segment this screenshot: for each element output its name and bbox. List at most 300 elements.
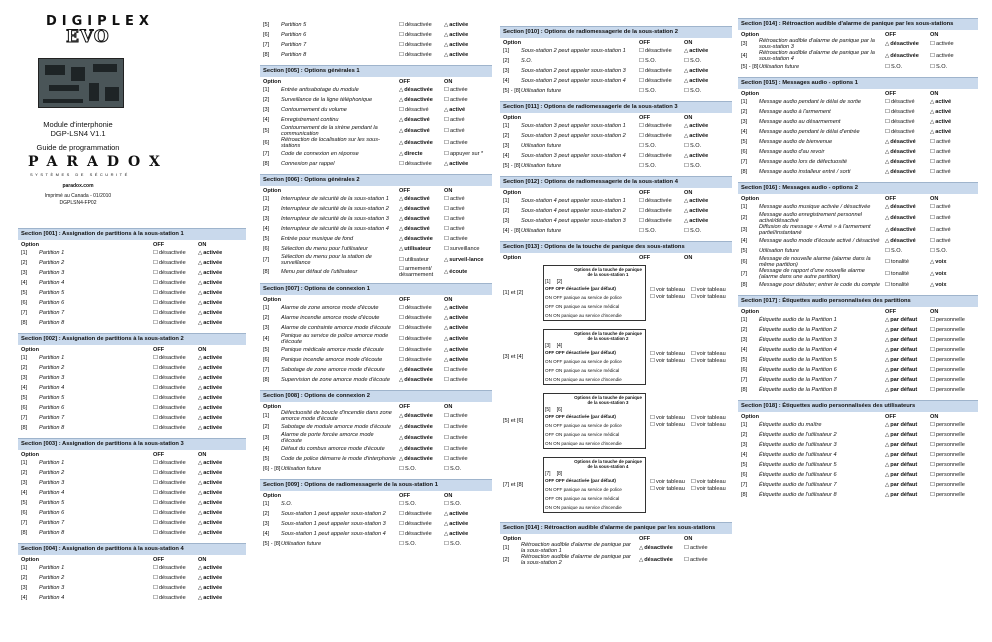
on-choice[interactable] <box>930 357 975 363</box>
column-2 <box>260 0 492 642</box>
on-choice[interactable] <box>444 456 489 462</box>
off-choice[interactable] <box>153 300 198 306</box>
off-choice[interactable] <box>399 466 444 472</box>
off-choice[interactable] <box>639 153 684 159</box>
option-key: [4] <box>741 53 748 59</box>
on-choice[interactable] <box>930 259 975 265</box>
on-choice[interactable] <box>444 161 489 167</box>
on-choice[interactable] <box>444 367 489 373</box>
on-choice[interactable] <box>930 204 975 210</box>
on-choice[interactable] <box>684 153 729 159</box>
on-choice[interactable] <box>444 246 489 252</box>
on-choice[interactable] <box>691 486 726 492</box>
on-choice[interactable] <box>444 501 489 507</box>
on-choice[interactable] <box>684 123 729 129</box>
off-choice[interactable] <box>639 48 684 54</box>
on-choice[interactable] <box>198 320 243 326</box>
on-choice[interactable] <box>930 99 975 105</box>
on-choice[interactable] <box>684 557 729 563</box>
option-key: [1] <box>21 565 28 571</box>
off-choice[interactable] <box>639 557 684 563</box>
on-choice[interactable] <box>198 375 243 381</box>
off-choice[interactable] <box>399 128 444 134</box>
off-choice[interactable] <box>885 259 930 265</box>
off-choice[interactable] <box>399 511 444 517</box>
off-choice[interactable] <box>399 117 444 123</box>
off-choice-text: par défaut <box>890 377 918 383</box>
on-choice[interactable] <box>684 143 729 149</box>
on-choice[interactable] <box>444 269 489 275</box>
on-choice[interactable] <box>444 236 489 242</box>
on-choice[interactable] <box>198 365 243 371</box>
on-choice-text: activée <box>203 425 223 431</box>
option-label: Alarme incendie amorce mode d'écoute <box>281 315 380 321</box>
checkbox-icon: ☐ <box>399 541 404 547</box>
on-choice[interactable] <box>684 88 729 94</box>
off-choice[interactable] <box>399 367 444 373</box>
on-choice[interactable] <box>930 452 975 458</box>
on-choice[interactable] <box>684 218 729 224</box>
off-choice[interactable] <box>153 510 198 516</box>
option-row <box>738 202 978 212</box>
off-choice[interactable] <box>399 42 444 48</box>
on-choice[interactable] <box>444 315 489 321</box>
on-choice[interactable] <box>930 129 975 135</box>
off-choice[interactable] <box>885 53 930 59</box>
off-choice[interactable] <box>399 161 444 167</box>
off-choice[interactable] <box>399 315 444 321</box>
on-choice[interactable] <box>684 58 729 64</box>
on-choice[interactable] <box>444 377 489 383</box>
off-choice[interactable] <box>639 228 684 234</box>
off-choice[interactable] <box>399 236 444 242</box>
on-choice[interactable] <box>684 163 729 169</box>
on-choice[interactable] <box>198 500 243 506</box>
on-choice[interactable] <box>444 511 489 517</box>
off-choice[interactable] <box>639 68 684 74</box>
off-choice[interactable] <box>153 585 198 591</box>
off-choice[interactable] <box>399 424 444 430</box>
on-choice[interactable] <box>198 510 243 516</box>
on-choice[interactable] <box>444 446 489 452</box>
selected-triangle-icon: △ <box>639 545 644 551</box>
on-choice[interactable] <box>444 140 489 146</box>
checkbox-icon: ☐ <box>930 215 935 221</box>
on-choice[interactable] <box>198 470 243 476</box>
off-choice[interactable] <box>399 357 444 363</box>
off-choice[interactable] <box>153 480 198 486</box>
option-label: Partition 7 <box>281 42 307 48</box>
option-label: Sous-station 4 peut appeler sous-station 3 <box>521 218 626 224</box>
on-choice[interactable] <box>930 139 975 145</box>
on-choice[interactable] <box>691 358 726 364</box>
on-choice[interactable] <box>198 385 243 391</box>
off-choice[interactable] <box>399 521 444 527</box>
on-choice[interactable] <box>930 492 975 498</box>
off-choice[interactable] <box>399 257 444 263</box>
off-choice[interactable] <box>153 310 198 316</box>
on-choice[interactable] <box>198 300 243 306</box>
option-label: Étiquette audio de la Partition 6 <box>759 367 837 373</box>
off-choice[interactable] <box>885 327 930 333</box>
option-label: Étiquette audio de l'utilisateur 2 <box>759 432 837 438</box>
off-choice[interactable] <box>639 218 684 224</box>
off-choice[interactable] <box>639 545 684 551</box>
off-choice[interactable] <box>399 531 444 537</box>
off-choice[interactable] <box>153 460 198 466</box>
off-choice[interactable] <box>399 206 444 212</box>
off-choice[interactable] <box>885 248 930 254</box>
checkbox-icon: ☐ <box>684 557 689 563</box>
off-choice[interactable] <box>153 575 198 581</box>
off-choice[interactable] <box>399 377 444 383</box>
off-choice[interactable] <box>153 320 198 326</box>
off-choice[interactable] <box>639 163 684 169</box>
checkbox-icon: ☐ <box>399 315 404 321</box>
off-choice[interactable] <box>885 271 930 277</box>
off-choice[interactable] <box>650 294 685 300</box>
off-choice[interactable] <box>885 169 930 175</box>
on-choice[interactable] <box>198 290 243 296</box>
on-choice[interactable] <box>930 282 975 288</box>
selected-triangle-icon: △ <box>885 227 890 233</box>
selected-triangle-icon: △ <box>198 575 203 581</box>
off-choice[interactable] <box>399 325 444 331</box>
on-choice[interactable] <box>930 367 975 373</box>
on-choice[interactable] <box>198 425 243 431</box>
on-choice[interactable] <box>930 109 975 115</box>
on-choice[interactable] <box>198 595 243 601</box>
on-choice[interactable] <box>930 149 975 155</box>
on-choice[interactable] <box>930 347 975 353</box>
off-choice[interactable] <box>885 492 930 498</box>
on-choice[interactable] <box>444 117 489 123</box>
off-choice[interactable] <box>399 266 444 278</box>
on-choice[interactable] <box>444 541 489 547</box>
on-choice[interactable] <box>444 325 489 331</box>
on-choice[interactable] <box>444 226 489 232</box>
off-choice[interactable] <box>885 462 930 468</box>
on-choice[interactable] <box>444 22 489 28</box>
off-choice[interactable] <box>399 52 444 58</box>
on-choice[interactable] <box>930 248 975 254</box>
header-off: OFF <box>885 309 897 315</box>
on-choice[interactable] <box>198 490 243 496</box>
option-row <box>738 315 978 325</box>
on-choice[interactable] <box>198 575 243 581</box>
on-choice[interactable] <box>444 357 489 363</box>
off-choice[interactable] <box>399 226 444 232</box>
off-choice[interactable] <box>399 107 444 113</box>
off-choice[interactable] <box>153 490 198 496</box>
off-choice[interactable] <box>153 260 198 266</box>
on-choice[interactable] <box>444 305 489 311</box>
off-choice[interactable] <box>153 415 198 421</box>
on-choice[interactable] <box>198 565 243 571</box>
on-choice[interactable] <box>444 216 489 222</box>
on-choice[interactable] <box>930 41 975 47</box>
off-choice[interactable] <box>153 405 198 411</box>
option-label: Étiquette audio de la Partition 3 <box>759 337 837 343</box>
on-choice[interactable] <box>198 530 243 536</box>
off-choice[interactable] <box>885 282 930 288</box>
off-choice[interactable] <box>885 422 930 428</box>
on-choice[interactable] <box>684 133 729 139</box>
option-label: Rétroaction audible d'alarme de panique par la sous-station 4 <box>759 50 875 62</box>
on-choice[interactable] <box>684 68 729 74</box>
option-label: Sous-station 4 peut appeler sous-station 2 <box>521 208 626 214</box>
off-choice[interactable] <box>399 413 444 419</box>
off-choice[interactable] <box>650 486 685 492</box>
off-choice[interactable] <box>639 198 684 204</box>
off-choice[interactable] <box>885 317 930 323</box>
on-choice[interactable] <box>684 228 729 234</box>
off-choice[interactable] <box>153 595 198 601</box>
off-choice[interactable] <box>399 456 444 462</box>
on-choice[interactable] <box>444 128 489 134</box>
off-choice[interactable] <box>650 351 685 357</box>
see-table-line <box>650 294 726 300</box>
on-choice[interactable] <box>198 260 243 266</box>
off-choice[interactable] <box>639 208 684 214</box>
off-choice-text: désactivée <box>404 87 433 93</box>
off-choice[interactable] <box>399 32 444 38</box>
option-row <box>738 38 978 50</box>
off-choice[interactable] <box>399 246 444 252</box>
on-choice[interactable] <box>684 208 729 214</box>
off-choice[interactable] <box>885 452 930 458</box>
on-choice[interactable] <box>444 336 489 342</box>
on-choice[interactable] <box>930 64 975 70</box>
off-choice[interactable] <box>399 541 444 547</box>
off-choice[interactable] <box>885 347 930 353</box>
on-choice[interactable] <box>930 238 975 244</box>
off-choice[interactable] <box>153 530 198 536</box>
off-choice[interactable] <box>399 140 444 146</box>
off-choice[interactable] <box>153 470 198 476</box>
on-choice[interactable] <box>930 422 975 428</box>
on-choice[interactable] <box>930 472 975 478</box>
off-choice[interactable] <box>650 358 685 364</box>
on-choice[interactable] <box>930 327 975 333</box>
on-choice[interactable] <box>444 413 489 419</box>
option-label: Partition 8 <box>39 530 65 536</box>
off-choice[interactable] <box>885 64 930 70</box>
on-choice[interactable] <box>684 198 729 204</box>
on-choice[interactable] <box>684 48 729 54</box>
option-key: [6] <box>741 149 748 155</box>
off-choice[interactable] <box>885 432 930 438</box>
on-choice[interactable] <box>198 585 243 591</box>
off-choice[interactable] <box>885 99 930 105</box>
off-choice[interactable] <box>399 22 444 28</box>
header-on: ON <box>684 40 693 46</box>
off-choice[interactable] <box>885 129 930 135</box>
off-choice[interactable] <box>153 250 198 256</box>
off-choice[interactable] <box>639 88 684 94</box>
on-choice[interactable] <box>444 257 489 263</box>
off-choice[interactable] <box>399 87 444 93</box>
checkbox-icon: ☐ <box>885 109 890 115</box>
option-key: [8] <box>741 169 748 175</box>
off-choice[interactable] <box>650 422 685 428</box>
off-choice[interactable] <box>639 143 684 149</box>
off-choice[interactable] <box>885 442 930 448</box>
section-title: Section [015] : Messages audio - options 1 <box>738 77 978 89</box>
option-key: [7] <box>263 42 270 48</box>
off-choice[interactable] <box>885 139 930 145</box>
off-choice[interactable] <box>153 290 198 296</box>
off-choice[interactable] <box>153 385 198 391</box>
on-choice[interactable] <box>930 119 975 125</box>
on-choice[interactable] <box>444 87 489 93</box>
on-choice[interactable] <box>930 482 975 488</box>
on-choice[interactable] <box>930 442 975 448</box>
on-choice[interactable] <box>198 310 243 316</box>
on-choice[interactable] <box>691 351 726 357</box>
on-choice[interactable] <box>930 462 975 468</box>
option-row <box>738 167 978 177</box>
on-choice[interactable] <box>198 280 243 286</box>
on-choice[interactable] <box>930 271 975 277</box>
on-choice[interactable] <box>930 227 975 233</box>
off-choice[interactable] <box>885 238 930 244</box>
panic-table-line: OFF ON panique au service médical <box>545 496 620 501</box>
on-choice[interactable] <box>444 32 489 38</box>
off-choice[interactable] <box>639 123 684 129</box>
off-choice[interactable] <box>399 336 444 342</box>
on-choice[interactable] <box>930 337 975 343</box>
on-choice[interactable] <box>444 107 489 113</box>
on-choice[interactable] <box>444 521 489 527</box>
off-choice[interactable] <box>399 196 444 202</box>
off-choice[interactable] <box>153 355 198 361</box>
off-choice[interactable] <box>153 425 198 431</box>
on-choice[interactable] <box>444 151 489 157</box>
off-choice[interactable] <box>885 119 930 125</box>
off-choice[interactable] <box>399 446 444 452</box>
off-choice[interactable] <box>885 482 930 488</box>
on-choice[interactable] <box>691 294 726 300</box>
on-choice[interactable] <box>930 159 975 165</box>
off-choice[interactable] <box>885 215 930 221</box>
off-choice[interactable] <box>885 109 930 115</box>
off-choice[interactable] <box>885 41 930 47</box>
off-choice[interactable] <box>639 78 684 84</box>
selected-triangle-icon: △ <box>885 387 890 393</box>
on-choice[interactable] <box>198 405 243 411</box>
on-choice[interactable] <box>444 424 489 430</box>
off-choice-text: voir tableau <box>655 350 685 357</box>
on-choice-text: activée <box>203 460 223 466</box>
off-choice[interactable] <box>885 337 930 343</box>
on-choice[interactable] <box>444 42 489 48</box>
off-choice[interactable] <box>399 216 444 222</box>
on-choice[interactable] <box>198 270 243 276</box>
off-choice[interactable] <box>639 133 684 139</box>
on-choice[interactable] <box>444 466 489 472</box>
on-choice[interactable] <box>444 531 489 537</box>
option-key: [7] et [8] <box>503 482 524 488</box>
selected-triangle-icon: △ <box>399 367 404 373</box>
option-key: [7] <box>21 415 28 421</box>
on-choice[interactable] <box>691 415 726 421</box>
off-choice[interactable] <box>399 435 444 441</box>
off-choice[interactable] <box>399 501 444 507</box>
option-label: Partition 5 <box>39 395 65 401</box>
option-key: [5] <box>741 462 748 468</box>
off-choice[interactable] <box>885 159 930 165</box>
off-choice[interactable] <box>399 305 444 311</box>
off-choice[interactable] <box>153 500 198 506</box>
off-choice[interactable] <box>153 270 198 276</box>
off-choice[interactable] <box>885 377 930 383</box>
off-choice[interactable] <box>885 149 930 155</box>
on-choice[interactable] <box>930 317 975 323</box>
on-choice[interactable] <box>691 479 726 485</box>
off-choice[interactable] <box>885 387 930 393</box>
on-choice[interactable] <box>691 287 726 293</box>
on-choice[interactable] <box>930 169 975 175</box>
on-choice[interactable] <box>691 422 726 428</box>
on-choice[interactable] <box>198 520 243 526</box>
off-choice[interactable] <box>885 204 930 210</box>
on-choice[interactable] <box>684 545 729 551</box>
on-choice[interactable] <box>444 206 489 212</box>
off-choice[interactable] <box>153 520 198 526</box>
off-choice[interactable] <box>650 287 685 293</box>
on-choice-text: personnelle <box>935 422 965 428</box>
column-header <box>500 38 732 46</box>
on-choice[interactable] <box>198 250 243 256</box>
on-choice[interactable] <box>198 395 243 401</box>
off-choice[interactable] <box>885 367 930 373</box>
on-choice[interactable] <box>930 215 975 221</box>
on-choice[interactable] <box>444 435 489 441</box>
off-choice[interactable] <box>153 280 198 286</box>
on-choice[interactable] <box>930 377 975 383</box>
on-choice[interactable] <box>444 196 489 202</box>
on-choice[interactable] <box>198 415 243 421</box>
on-choice[interactable] <box>444 347 489 353</box>
on-choice[interactable] <box>198 355 243 361</box>
off-choice[interactable] <box>650 479 685 485</box>
off-choice[interactable] <box>650 415 685 421</box>
on-choice[interactable] <box>930 432 975 438</box>
off-choice[interactable] <box>639 58 684 64</box>
off-choice[interactable] <box>153 395 198 401</box>
header-on: ON <box>930 91 939 97</box>
option-row <box>18 498 246 508</box>
on-choice[interactable] <box>198 460 243 466</box>
off-choice[interactable] <box>153 375 198 381</box>
off-choice[interactable] <box>885 472 930 478</box>
checkbox-icon: ☐ <box>444 196 449 202</box>
on-choice[interactable] <box>930 387 975 393</box>
on-choice[interactable] <box>684 78 729 84</box>
off-choice[interactable] <box>399 151 444 157</box>
on-choice[interactable] <box>930 53 975 59</box>
off-choice[interactable] <box>153 365 198 371</box>
off-choice[interactable] <box>399 97 444 103</box>
on-choice[interactable] <box>198 480 243 486</box>
off-choice[interactable] <box>885 357 930 363</box>
off-choice[interactable] <box>885 227 930 233</box>
on-choice[interactable] <box>444 97 489 103</box>
on-choice[interactable] <box>444 52 489 58</box>
off-choice[interactable] <box>153 565 198 571</box>
off-choice[interactable] <box>399 347 444 353</box>
